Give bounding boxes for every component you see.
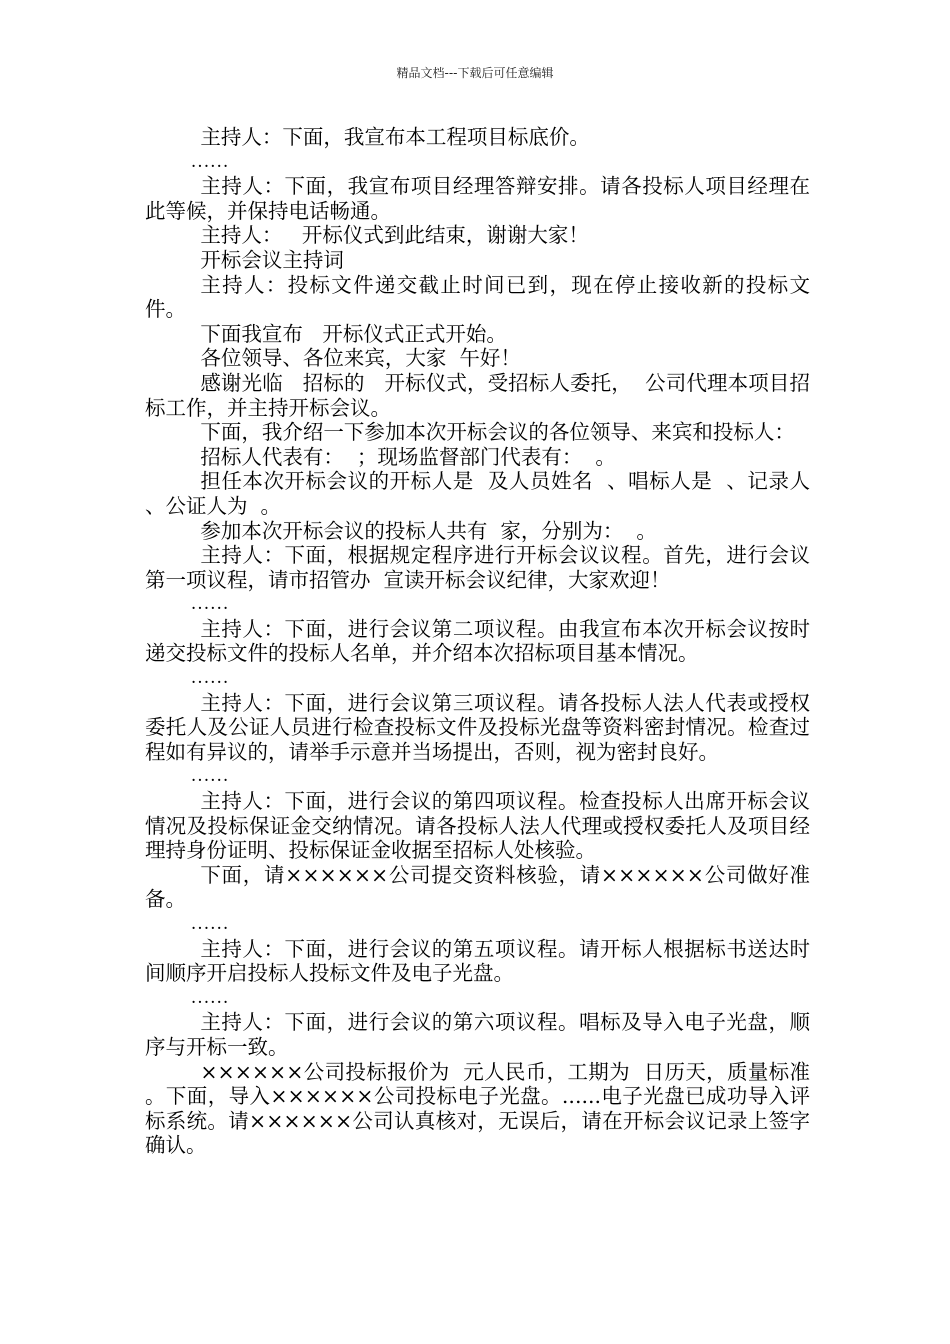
ellipsis-line: ......: [190, 987, 230, 1008]
ellipsis-line: ......: [190, 914, 230, 934]
ellipsis-line: ......: [190, 766, 230, 787]
paragraph: 主持人：下面，进行会议的第六项议程。唱标及导入电子光盘，顺序与开标一致。: [145, 1010, 810, 1059]
paragraph: 下面，我介绍一下参加本次开标会议的各位领导、来宾和投标人：: [200, 420, 795, 445]
paragraph: 主持人：下面，进行会议的第五项议程。请开标人根据标书送达时间顺序开启投标人投标文件及电子光盘。: [145, 936, 810, 986]
paragraph: 下面我宣布 开标仪式正式开始。: [200, 321, 507, 346]
paragraph: 主持人： 开标仪式到此结束，谢谢大家！: [200, 223, 589, 248]
ellipsis-line: ......: [190, 668, 230, 689]
paragraph: 担任本次开标会议的开标人是 及人员姓名 、唱标人是 、记录人 、公证人为 。: [145, 469, 824, 518]
paragraph: 各位领导、各位来宾，大家 午好！: [200, 346, 521, 371]
paragraph: 参加本次开标会议的投标人共有 家，分别为： 。: [200, 518, 657, 543]
ellipsis-line: ......: [190, 151, 230, 172]
ellipsis-line: ......: [190, 594, 230, 615]
document-body: [145, 125, 824, 1158]
paragraph: 主持人：下面，我宣布本工程项目标底价。: [200, 125, 590, 149]
paragraph: ××××××公司投标报价为 元人民币，工期为 日历天，质量标准 。下面，导入××××××公司投标电子光盘。......电子光盘已成功导入评标系统。请××××××公司认真核对，无误后，请在开标会议记录上签字确认。: [145, 1059, 824, 1158]
paragraph: 感谢光临 招标的 开标仪式，受招标人委托， 公司代理本项目招标工作，并主持开标会议。: [145, 370, 810, 420]
paragraph: 主持人：投标文件递交截止时间已到，现在停止接收新的投标文件。: [145, 272, 810, 322]
paragraph: 主持人：下面，根据规定程序进行开标会议议程。首先，进行会议第一项议程，请市招管办 宣读开标会议纪律，大家欢迎！: [145, 543, 810, 592]
paragraph: 主持人：下面，进行会议第二项议程。由我宣布本次开标会议按时递交投标文件的投标人名单，并介绍本次招标项目基本情况。: [145, 616, 810, 666]
paragraph: 下面，请××××××公司提交资料核验，请××××××公司做好准备。: [145, 862, 810, 912]
paragraph: 主持人：下面，进行会议的第四项议程。检查投标人出席开标会议情况及投标保证金交纳情况。请各投标人法人代理或授权委托人及项目经理持身份证明、投标保证金收据至招标人处核验。: [145, 789, 810, 863]
paragraph: 主持人：下面，进行会议第三项议程。请各投标人法人代表或授权委托人及公证人员进行检查投标文件及投标光盘等资料密封情况。检查过程如有异议的，请举手示意并当场提出，否则，视为密封良好。: [145, 690, 810, 764]
paragraph: 招标人代表有： ；现场监督部门代表有： 。: [200, 444, 616, 469]
paragraph: 开标会议主持词: [200, 247, 344, 272]
paragraph: 主持人：下面，我宣布项目经理答辩安排。请各投标人项目经理在此等候，并保持电话畅通。: [145, 174, 810, 223]
page-header: 精品文档---下载后可任意编辑: [396, 66, 554, 80]
